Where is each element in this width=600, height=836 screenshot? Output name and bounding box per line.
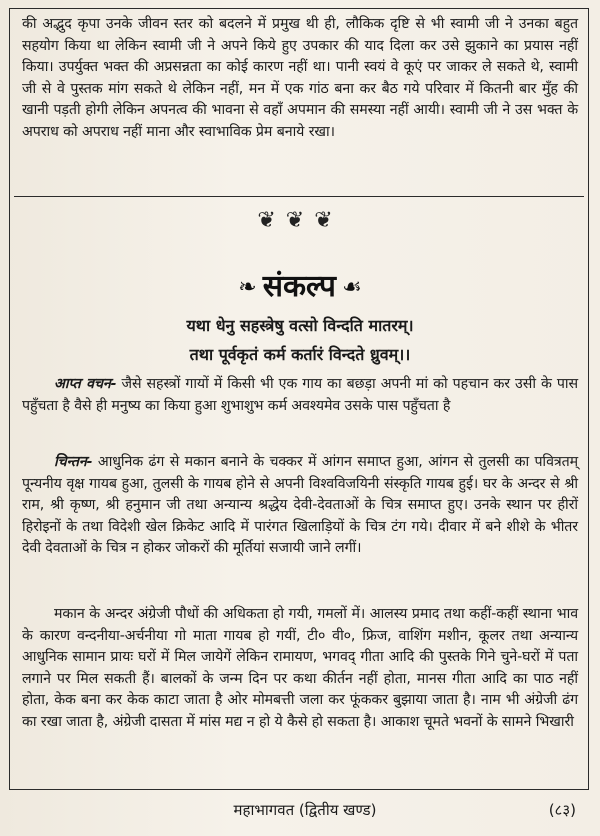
- lotus-ornament-icon: ❦: [285, 208, 315, 233]
- page-footer: [0, 800, 600, 824]
- chintan-text: आधुनिक ढंग से मकान बनाने के चक्कर में आंगन समाप्त हुआ, आंगन से तुलसी का पवित्रतम् पून्यनीय वृक्ष गायब हुआ, तुलसी के गायब होने से अपनी विश्वविजयिनी संस्कृति गायब हुई। घर के अन्दर से श्री राम, श्री कृष्ण, श्री हनुमान जी तथा अन्यान्य श्रद्धेय देवी-देवताओं के चित्र समाप्त हुए। उनके स्थान पर हीरों हिरोइनों के तथा विदेशी खेल क्रिकेट आदि में पारंगत खिलाड़ियों के चित्र टंग गये। दीवार में बने शीशे के भीतर देवी देवताओं के चित्र न होकर जोकरों की मूर्तियां सजायी जाने लगीं।: [22, 454, 578, 557]
- page-number: (८३): [548, 801, 576, 819]
- chintan-label: चिन्तन-: [54, 454, 93, 470]
- aapt-vachan-block: [22, 374, 578, 417]
- section-heading: संकल्प: [262, 269, 336, 304]
- footer-book-title: महाभागवत (द्वितीय खण्ड): [233, 801, 377, 819]
- lotus-ornament-icon: ❦: [257, 208, 286, 233]
- shloka-line-2: तथा पूर्वकृतं कर्म कर्तारं विन्दते ध्रुवम्।।: [189, 345, 411, 364]
- lotus-ornament-icon: ❦: [314, 208, 343, 233]
- flourish-right-icon: ☙: [341, 275, 362, 300]
- section-divider-top: [14, 196, 584, 197]
- section-heading-row: [0, 264, 600, 305]
- shloka-line-1: यथा धेनु सहस्त्रेषु वत्सो विन्दति मातरम्।: [186, 316, 414, 335]
- last-paragraph-block: [22, 604, 578, 734]
- intro-paragraph-block: [22, 14, 578, 144]
- flourish-left-icon: ❧: [238, 275, 257, 300]
- chintan-block: [22, 452, 578, 560]
- aapt-vachan-label: आप्त वचन-: [54, 376, 117, 392]
- chintan-paragraph: [22, 452, 578, 560]
- last-paragraph: मकान के अन्दर अंग्रेजी पौधों की अधिकता हो गयी, गमलों में। आलस्य प्रमाद तथा कहीं-कहीं स्थाना भाव के कारण वन्दनीया-अर्चनीया गो माता गायब हो गयीं, टी० वी०, फ्रिज, वाशिंग मशीन, कूलर तथा अन्यान्य आधुनिक सामान प्रायः घरों में मिल जायेगें लेकिन रामायण, भगवद् गीता आदि की पुस्तके गिने चुने-घरों में पता लगाने पर मिल सकती हैं। बालकों के जन्म दिन पर कथा कीर्तन नहीं होता, मानस गीता आदि का पाठ नहीं होता, केक बना कर केक काटा जाता है ओर मोमबत्ती जला कर फूंककर बुझाया जाता है। नाम भी अंग्रेजी ढंग का रखा जाता है, अंग्रेजी दासता में मांस मद्य न हो ये कैसे हो सकता है। आकाश चूमते भवनों के सामने भिखारी: [22, 606, 578, 730]
- aapt-vachan-text: जैसे सहस्त्रों गायों में किसी भी एक गाय का बछड़ा अपनी मां को पहचान कर उसी के पास पहुँचता है वैसे ही मनुष्य का किया हुआ शुभाशुभ कर्म अवश्यमेव उसके पास पहुँचता है: [22, 376, 578, 414]
- aapt-vachan-paragraph: [22, 374, 578, 417]
- ornament-row: [0, 208, 600, 233]
- intro-paragraph: की अद्भुद कृपा उनके जीवन स्तर को बदलने में प्रमुख थी ही, लौकिक दृष्टि से भी स्वामी जी ने उनका बहुत सहयोग किया था लेकिन स्वामी जी ने अपने किये हुए उपकार की याद दिला कर उसे झुकाने का प्रयास नहीं किया। उपर्युक्त भक्त की अप्रसन्नता का कोई कारण नहीं था। पानी स्वयं वे कूएं पर जाकर ले सकते थे, स्वामी जी से वे पुस्तक मांग सकते थे लेकिन नहीं, मन में एक गांठ बना कर बैठ गये परिवार में कितनी बार मुँह की खानी पड़ती होगी लेकिन अपनत्व की भावना से वहाँ अपमान की समस्या नहीं आयी। स्वामी जी ने उस भक्त के अपराध को अपराध नहीं माना और स्वाभाविक प्रेम बनाये रखा।: [22, 16, 578, 140]
